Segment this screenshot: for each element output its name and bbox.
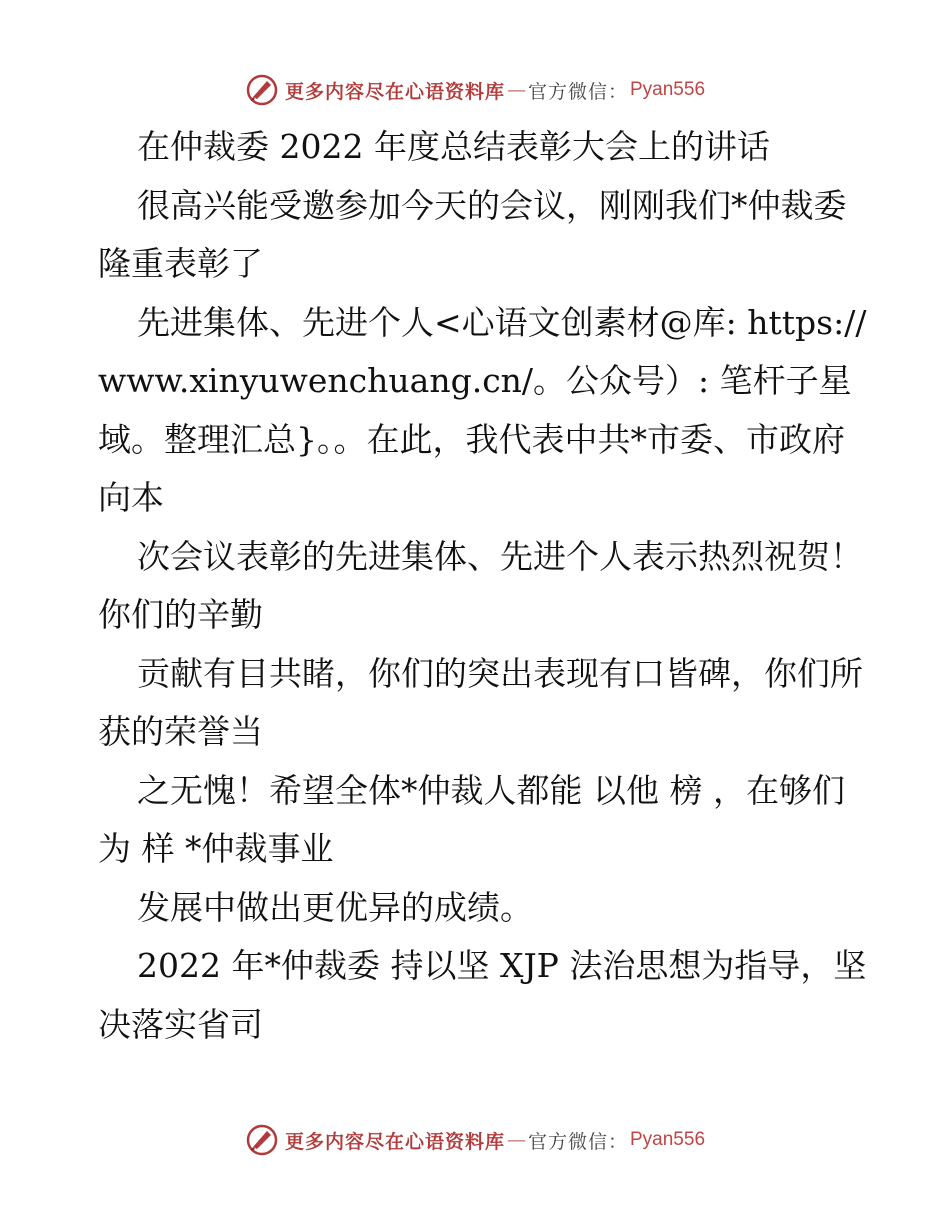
document-title: 在仲裁委 2022 年度总结表彰大会上的讲话 — [137, 127, 770, 166]
paragraph: 发展中做出更优异的成绩。 — [137, 887, 533, 927]
paragraph: 贡献有目共睹，你们的突出表现有口皆碑，你们所获的荣誉当 — [98, 653, 863, 751]
watermark-wechat-label: 官方微信： — [527, 80, 628, 103]
watermark-wechat-id: Pyan556 — [630, 1129, 706, 1150]
paragraph: 2022 年*仲裁委 持以坚 XJP 法治思想为指导，坚决落实省司 — [98, 946, 867, 1044]
header-watermark — [0, 70, 950, 110]
paragraph: 很高兴能受邀参加今天的会议，刚刚我们*仲裁委隆重表彰了 — [98, 185, 847, 283]
watermark-wechat-label: 官方微信： — [527, 1130, 628, 1153]
document-body — [98, 118, 868, 1054]
watermark-text: 更多内容尽在心语资料库 — [284, 80, 505, 103]
watermark-dash: — — [506, 79, 526, 101]
paragraph: 先进集体、先进个人<心语文创素材@库: https://www.xinyuwenchuang.cn/。公众号）: 笔杆子星域。整理汇总}。。在此，我代表中共*市委、市政府向本 — [98, 302, 867, 517]
pen-logo-icon — [245, 1123, 279, 1157]
watermark-text: 更多内容尽在心语资料库 — [284, 1130, 505, 1153]
paragraph: 次会议表彰的先进集体、先进个人表示热烈祝贺！你们的辛勤 — [98, 536, 863, 634]
pen-logo-icon — [245, 73, 279, 107]
watermark-wechat-id: Pyan556 — [630, 79, 706, 100]
paragraph: 之无愧！希望全体*仲裁人都能 以他 榜 ，在够们为 样 *仲裁事业 — [98, 770, 845, 868]
watermark-dash: — — [506, 1129, 526, 1151]
footer-watermark — [0, 1120, 950, 1160]
